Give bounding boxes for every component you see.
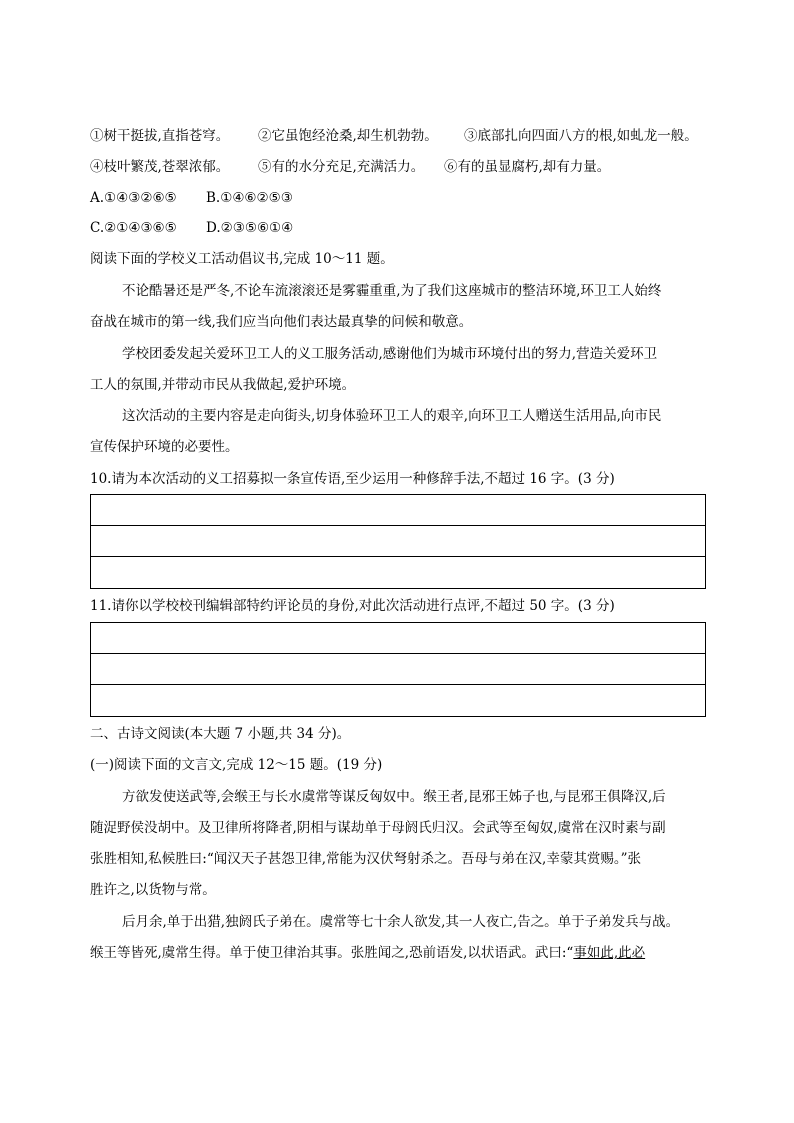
subsection-1-heading: (一)阅读下面的文言文,完成 12～15 题。(19 分) xyxy=(90,757,383,773)
proposal-p1-line1: 不论酷暑还是严冬,不论车流滚滚还是雾霾重重,为了我们这座城市的整洁环境,环卫工人始终 xyxy=(122,283,662,299)
option-sentence-4: ④枝叶繁茂,苍翠浓郁。 xyxy=(90,159,230,175)
proposal-p3-line1: 这次活动的主要内容是走向街头,切身体验环卫工人的艰辛,向环卫工人赠送生活用品,向市民 xyxy=(122,408,662,424)
passage-p1-line2: 随浞野侯没胡中。及卫律所将降者,阴相与谋劫单于母阏氏归汉。会武等至匈奴,虞常在汉时素与副 xyxy=(90,820,666,836)
proposal-p2-line2: 工人的氛围,并带动市民从我做起,爱护环境。 xyxy=(90,377,356,393)
answer-row[interactable] xyxy=(91,557,705,588)
choice-d: D.②③⑤⑥①④ xyxy=(206,220,294,236)
option-sentence-5: ⑤有的水分充足,充满活力。 xyxy=(258,159,425,175)
underlined-phrase: 事如此,此必 xyxy=(573,945,646,961)
choice-a: A.①④③②⑥⑤ xyxy=(90,190,177,206)
section-2-heading: 二、古诗文阅读(本大题 7 小题,共 34 分)。 xyxy=(90,726,351,742)
proposal-p3-line2: 宣传保护环境的必要性。 xyxy=(90,439,239,455)
reading-intro: 阅读下面的学校义工活动倡议书,完成 10～11 题。 xyxy=(90,251,394,267)
question-11: 11.请你以学校校刊编辑部特约评论员的身份,对此次活动进行点评,不超过 50 字。(3 分) xyxy=(90,598,615,614)
choice-b: B.①④⑥②⑤③ xyxy=(206,190,293,206)
proposal-p2-line1: 学校团委发起关爱环卫工人的义工服务活动,感谢他们为城市环境付出的努力,营造关爱环卫 xyxy=(122,346,658,362)
answer-row[interactable] xyxy=(91,495,705,526)
passage-p2-line1: 后月余,单于出猎,独阏氏子弟在。虞常等七十余人欲发,其一人夜亡,告之。单于子弟发兵与战。 xyxy=(122,914,680,930)
answer-row[interactable] xyxy=(91,654,705,685)
option-sentence-3: ③底部扎向四面八方的根,如虬龙一般。 xyxy=(464,128,698,144)
answer-box-10[interactable] xyxy=(90,494,706,589)
passage-p2-line2 xyxy=(90,944,645,962)
answer-row[interactable] xyxy=(91,685,705,716)
passage-p1-line3: 张胜相知,私候胜曰:“闻汉天子甚怨卫律,常能为汉伏弩射杀之。吾母与弟在汉,幸蒙其赏赐。”张 xyxy=(90,851,641,867)
option-sentence-2: ②它虽饱经沧桑,却生机勃勃。 xyxy=(258,128,438,144)
passage-p1-line1: 方欲发使送武等,会缑王与长水虞常等谋反匈奴中。缑王者,昆邪王姊子也,与昆邪王俱降汉,后 xyxy=(122,789,666,805)
option-sentence-1: ①树干挺拔,直指苍穹。 xyxy=(90,128,230,144)
proposal-p1-line2: 奋战在城市的第一线,我们应当向他们表达最真挚的问候和敬意。 xyxy=(90,314,473,330)
question-10: 10.请为本次活动的义工招募拟一条宣传语,至少运用一种修辞手法,不超过 16 字。(3 分) xyxy=(90,471,615,487)
passage-p2-line2-text: 缑王等皆死,虞常生得。单于使卫律治其事。张胜闻之,恐前语发,以状语武。武曰:“ xyxy=(90,945,574,961)
choice-c: C.②①④③⑥⑤ xyxy=(90,220,177,236)
passage-p1-line4: 胜许之,以货物与常。 xyxy=(90,882,216,898)
answer-box-11[interactable] xyxy=(90,622,706,717)
option-sentence-6: ⑥有的虽显腐朽,却有力量。 xyxy=(444,159,611,175)
answer-row[interactable] xyxy=(91,526,705,557)
answer-row[interactable] xyxy=(91,623,705,654)
